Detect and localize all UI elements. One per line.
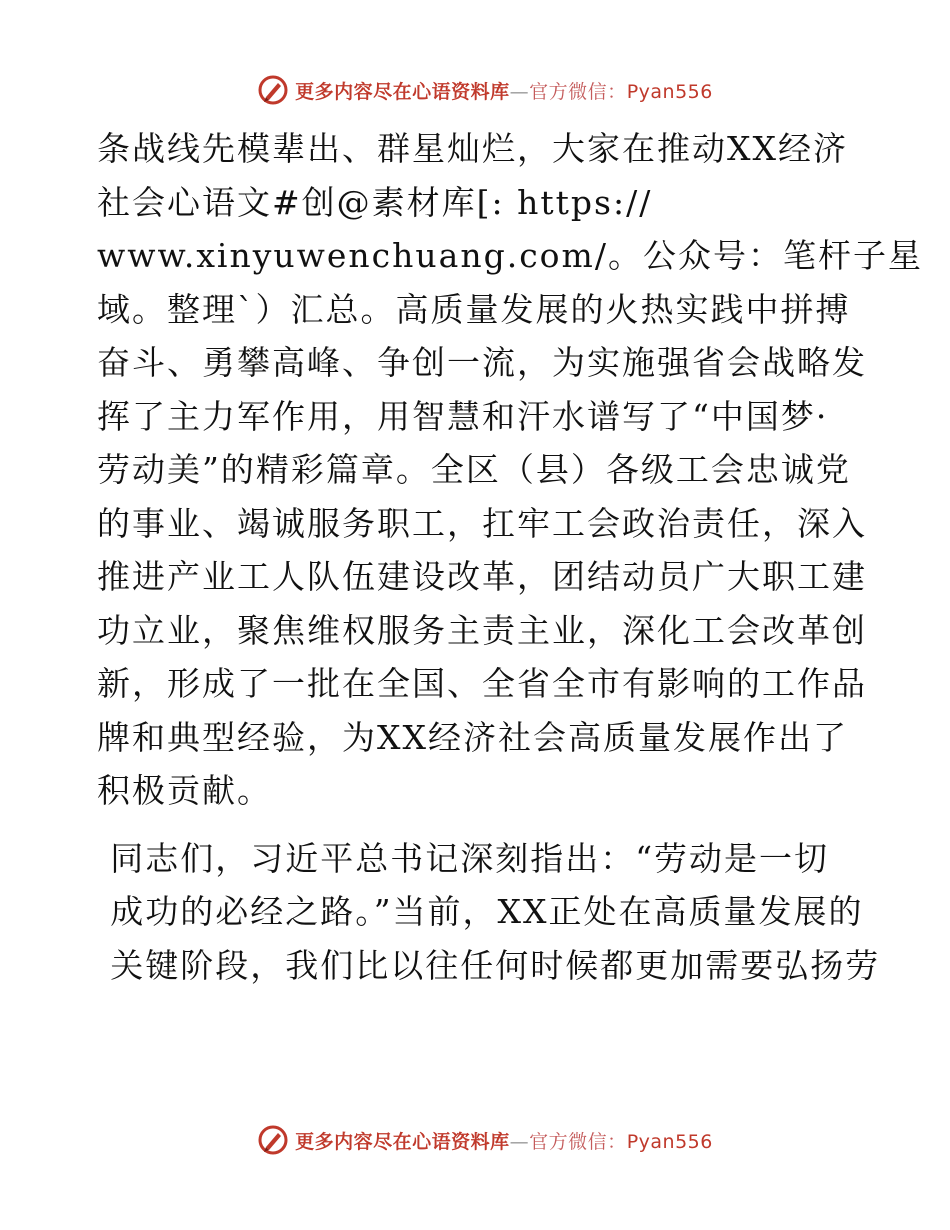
paragraph-1-line: 条战线先模辈出、群星灿烂，大家在推动XX经济 [97, 129, 848, 168]
footer-separator: — [509, 1130, 530, 1153]
paragraph-1-line: 域。整理`）汇总。高质量发展的火热实践中拼搏 [97, 289, 851, 329]
paragraph-1-line: 劳动美”的精彩篇章。全区（县）各级工会忠诚党 [97, 450, 851, 489]
paragraph-1-line: 挥了主力军作用，用智慧和汗水谱写了“中国梦· [97, 396, 829, 436]
paragraph-1-line: 的事业、竭诚服务职工，扛牢工会政治责任，深入 [97, 503, 867, 543]
paragraph-1-line: 奋斗、勇攀高峰、争创一流，为实施强省会战略发 [97, 343, 867, 382]
pen-logo-icon [257, 1124, 289, 1156]
paragraph-1-line: 新，形成了一批在全国、全省全市有影响的工作品 [97, 664, 867, 703]
footer-banner-text [295, 1127, 713, 1154]
header-banner [0, 70, 950, 110]
header-banner-text [295, 77, 713, 104]
paragraph-1 [97, 122, 923, 818]
header-separator: — [509, 80, 530, 103]
footer-library-text: 更多内容尽在心语资料库 [295, 1130, 510, 1153]
paragraph-1-line: 功立业，聚焦维权服务主责主业，深化工会改革创 [97, 610, 867, 650]
paragraph-2-line: 关键阶段，我们比以往任何时候都更加需要弘扬劳 [110, 945, 881, 985]
footer-wechat-label: 官方微信： [529, 1130, 627, 1153]
paragraph-2-line: 成功的必经之路。”当前，XX正处在高质量发展的 [110, 892, 864, 931]
footer-banner-inner [257, 1124, 713, 1156]
pen-logo-icon [257, 74, 289, 106]
paragraph-1-line: 牌和典型经验，为XX经济社会高质量发展作出了 [97, 717, 848, 757]
header-banner-inner [257, 74, 713, 106]
footer-banner [0, 1120, 950, 1160]
paragraph-2-line: 同志们，习近平总书记深刻指出：“劳动是一切 [110, 838, 830, 878]
paragraph-1-line: www.xinyuwenchuang.com/。公众号：笔杆子星 [97, 236, 923, 275]
paragraph-1-line: 推进产业工人队伍建设改革，团结动员广大职工建 [97, 557, 867, 596]
document-body [97, 122, 923, 992]
paragraph-1-line: 积极贡献。 [97, 771, 272, 810]
header-wechat-label: 官方微信： [529, 80, 627, 103]
header-library-text: 更多内容尽在心语资料库 [295, 80, 510, 103]
header-wechat-id: Pyan556 [626, 80, 713, 103]
footer-wechat-id: Pyan556 [626, 1130, 713, 1153]
paragraph-2 [97, 832, 881, 993]
paragraph-1-line: 社会心语文#创@素材库[: https:// [97, 182, 653, 222]
